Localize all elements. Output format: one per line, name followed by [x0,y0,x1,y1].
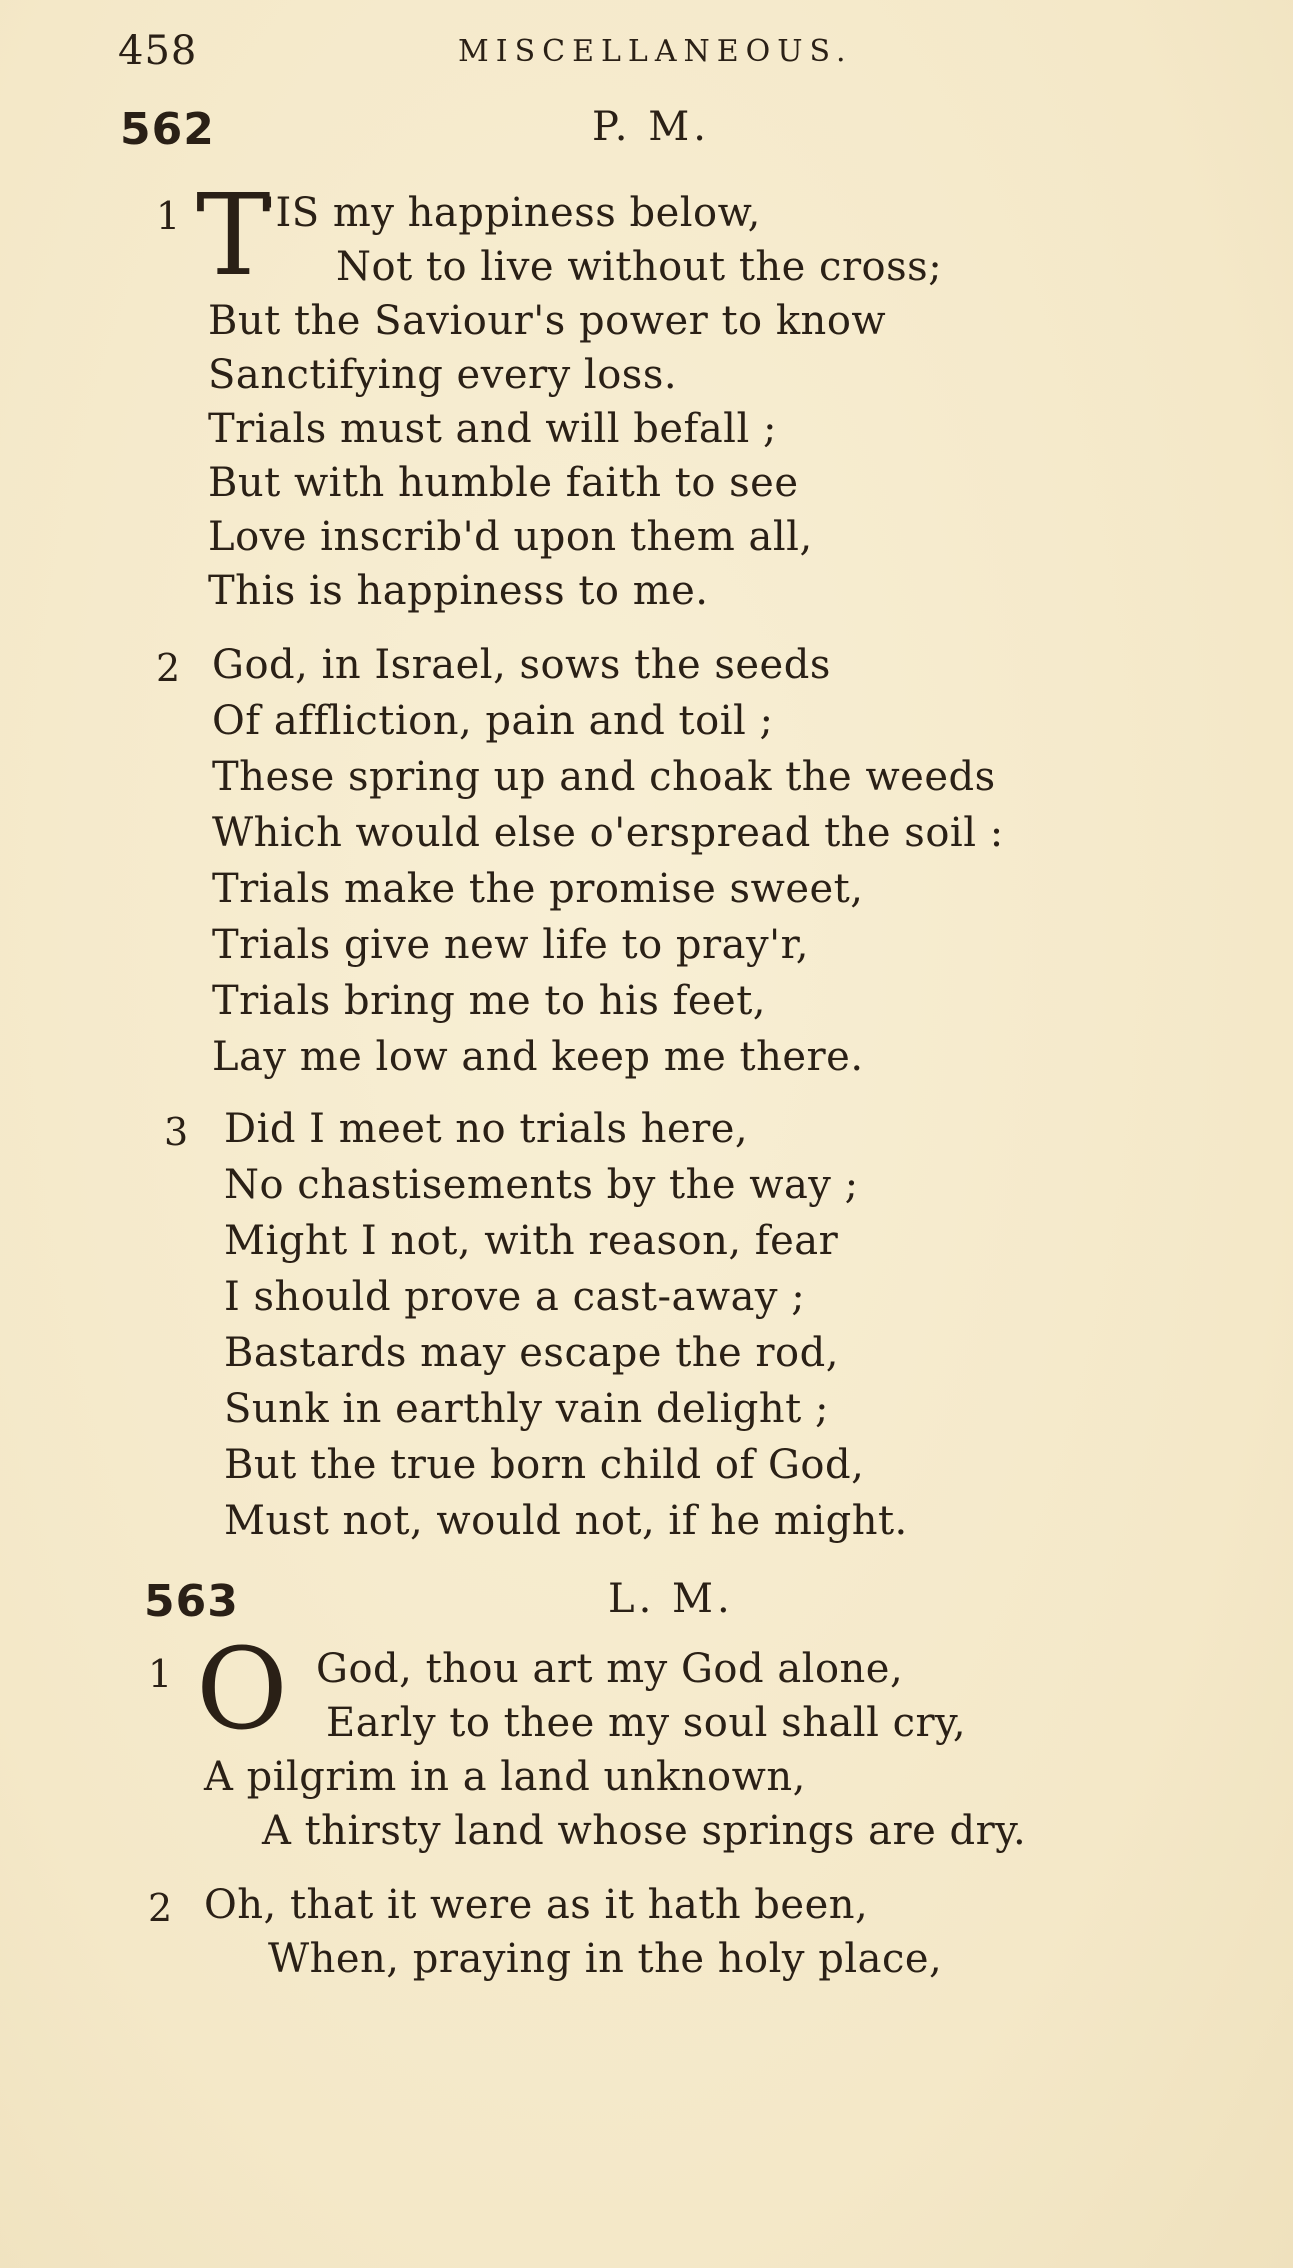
drop-cap: O [196,1625,288,1755]
hymn-line: 'IS my happiness below, [264,190,761,236]
hymn-line: God, in Israel, sows the seeds [212,642,831,688]
hymn-number: 563 [144,1576,239,1627]
hymn-line: A pilgrim in a land unknown, [204,1754,806,1800]
page-number: 458 [118,28,198,74]
verse-number: 2 [156,646,181,690]
hymn-line: Not to live without the cross; [336,244,943,290]
hymn-line: Might I not, with reason, fear [224,1218,839,1264]
hymn-line: A thirsty land whose springs are dry. [262,1808,1027,1854]
hymn-line: These spring up and choak the weeds [212,754,996,800]
hymn-meter: P. M. [592,104,710,150]
hymn-line: Sunk in earthly vain delight ; [224,1386,829,1432]
hymn-line: But the true born child of God, [224,1442,865,1488]
hymn-line: Which would else o'erspread the soil : [212,810,1004,856]
hymn-line: This is happiness to me. [208,568,709,614]
hymn-line: But with humble faith to see [208,460,799,506]
hymn-line: But the Saviour's power to know [208,298,887,344]
hymn-line: Trials bring me to his feet, [212,978,766,1024]
hymn-line: No chastisements by the way ; [224,1162,859,1208]
verse-number: 1 [156,194,181,238]
verse-number: 3 [164,1110,189,1154]
hymn-line: Sanctifying every loss. [208,352,678,398]
page-header [118,22,1293,82]
running-head: MISCELLANEOUS. [458,34,853,69]
hymn-line: Trials must and will befall ; [208,406,777,452]
hymn-line: Trials give new life to pray'r, [212,922,810,968]
hymn-line: When, praying in the holy place, [268,1936,943,1982]
verse-number: 2 [148,1886,173,1930]
hymn-line: Love inscrib'd upon them all, [208,514,813,560]
hymn-line: Early to thee my soul shall cry, [326,1700,967,1746]
hymn-line: Must not, would not, if he might. [224,1498,908,1544]
hymn-line: Bastards may escape the rod, [224,1330,839,1376]
hymn-line: Oh, that it were as it hath been, [204,1882,869,1928]
hymn-line: Of affliction, pain and toil ; [212,698,774,744]
verse-number: 1 [148,1652,173,1696]
hymn-number: 562 [120,104,215,155]
hymn-line: Lay me low and keep me there. [212,1034,864,1080]
hymn-meter: L. M. [608,1576,734,1622]
drop-cap: T [196,171,271,301]
hymn-line: Trials make the promise sweet, [212,866,864,912]
hymn-line: Did I meet no trials here, [224,1106,749,1152]
hymn-line: God, thou art my God alone, [316,1646,904,1692]
hymn-line: I should prove a cast-away ; [224,1274,806,1320]
